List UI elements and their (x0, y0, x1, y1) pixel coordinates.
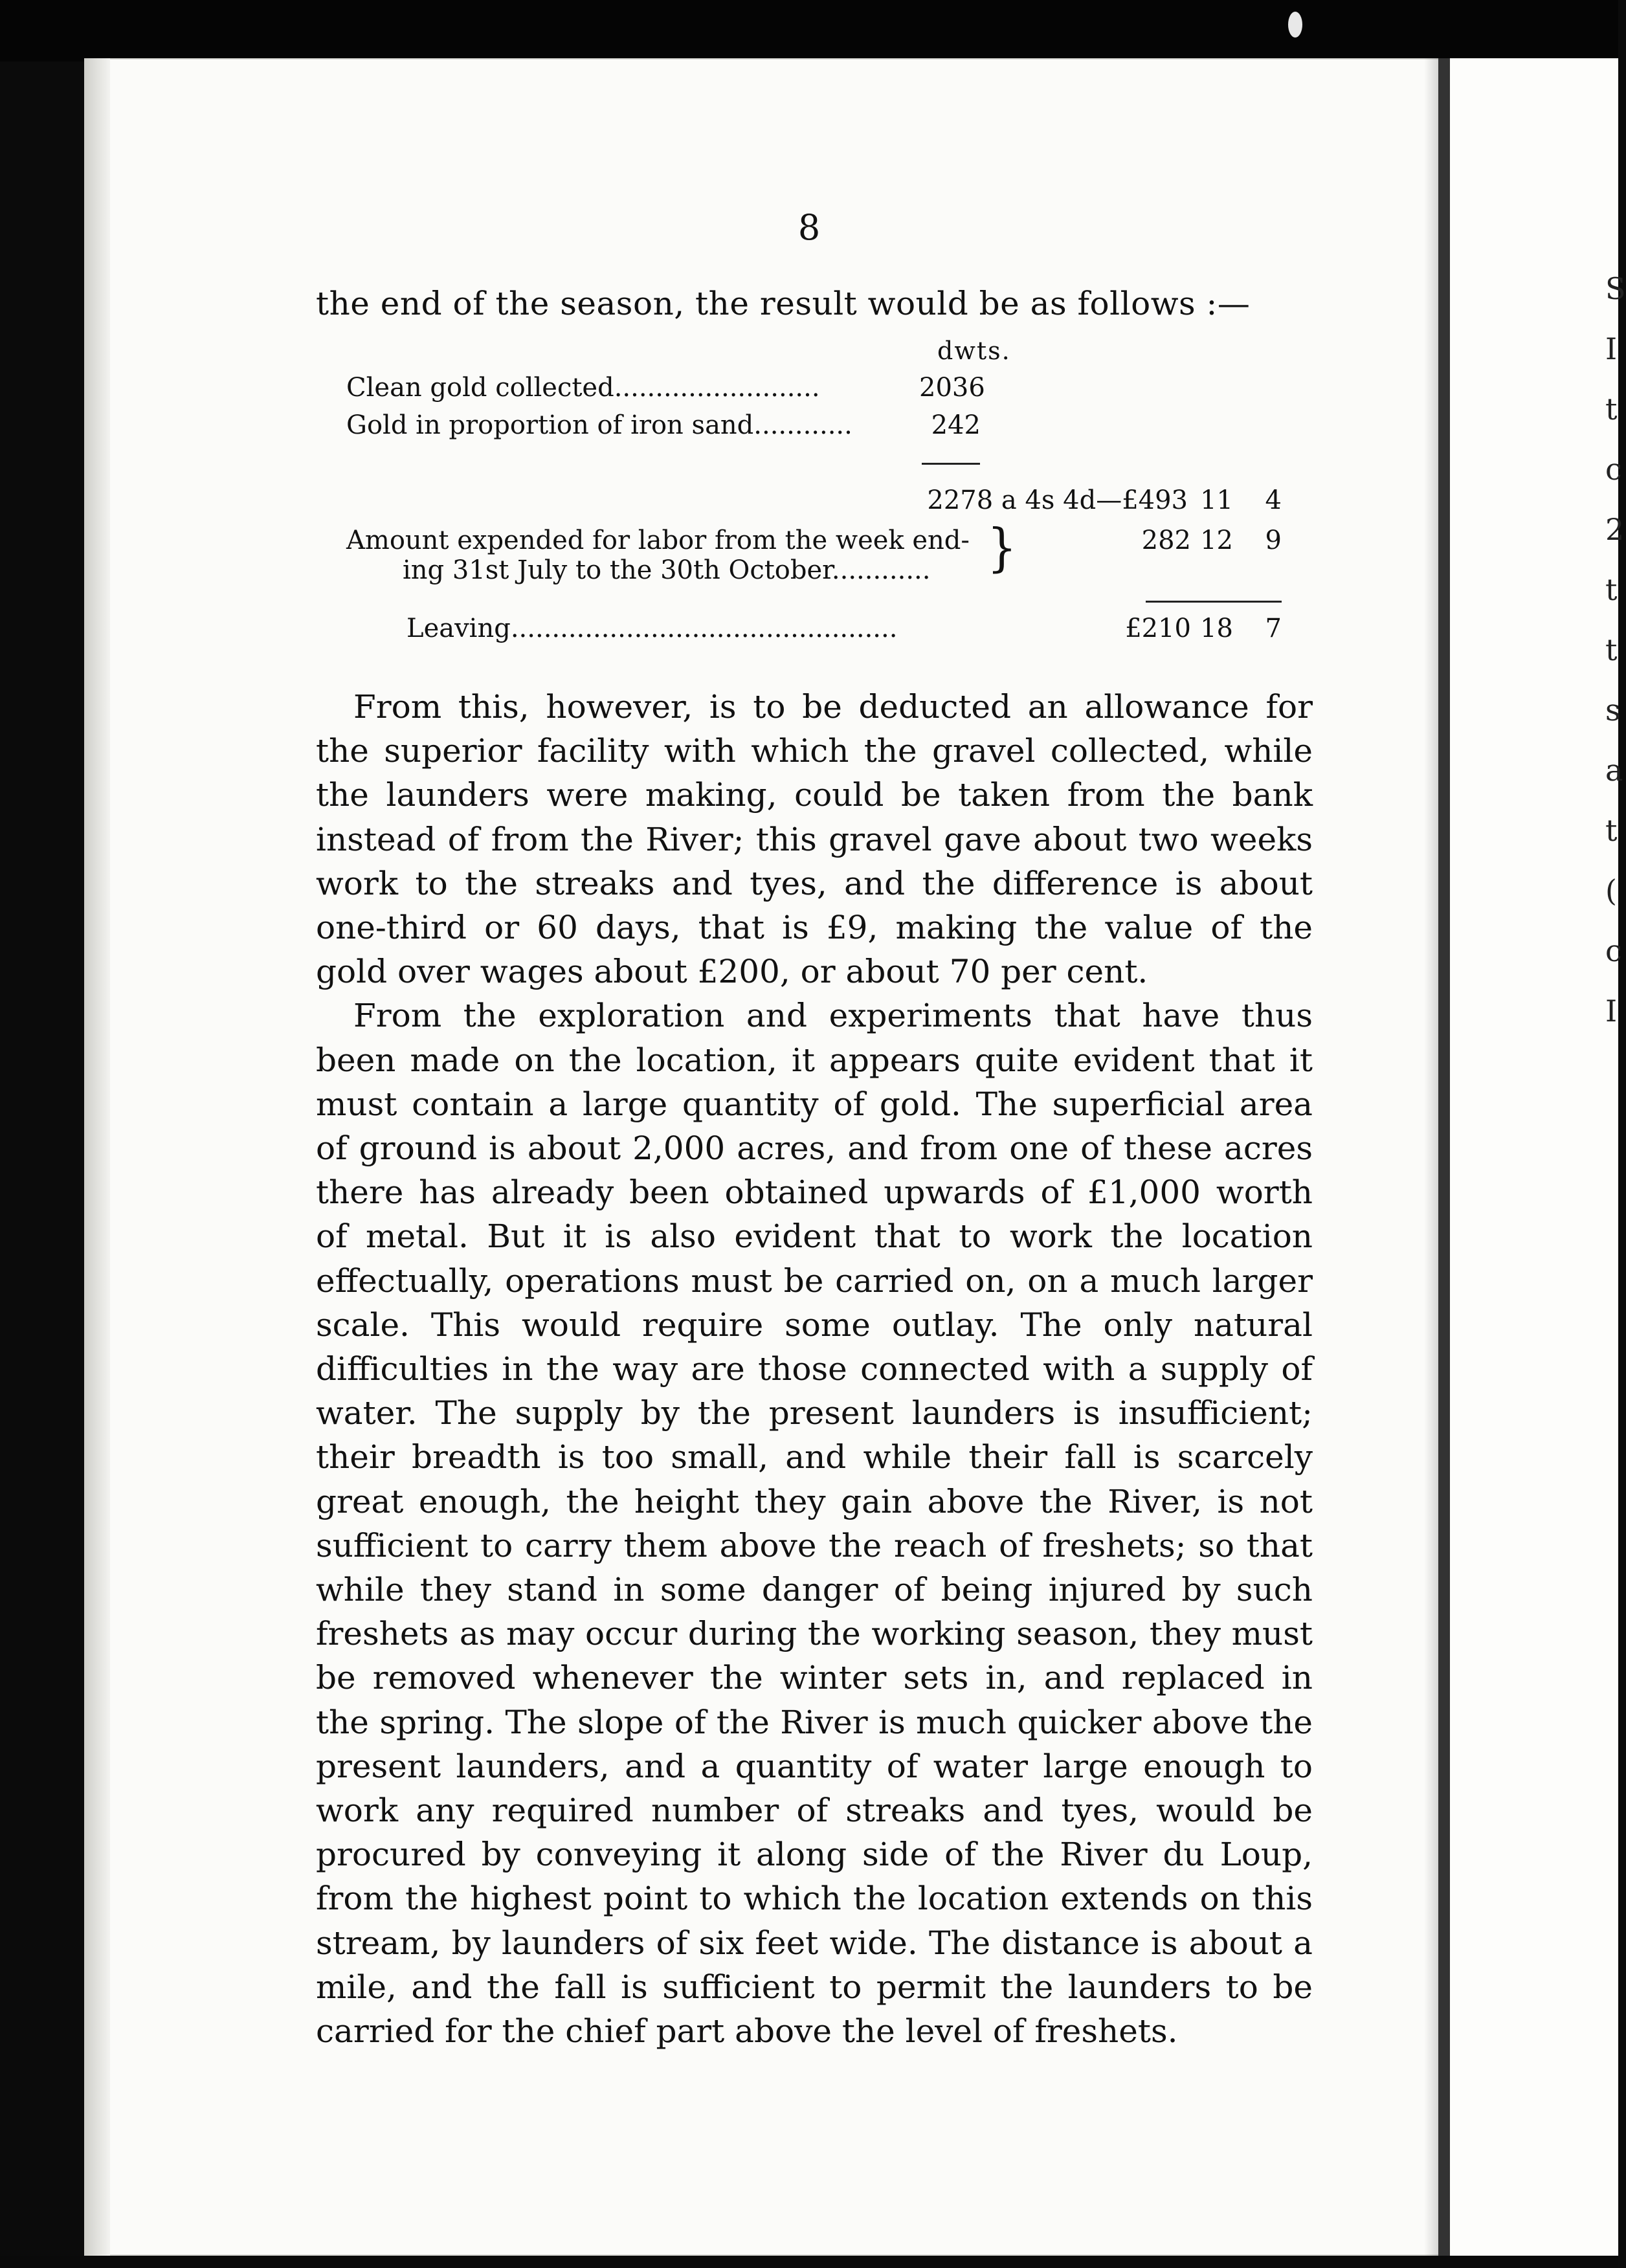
account-row-dwts: 242 (931, 410, 981, 440)
account-row-pence: 9 (1265, 526, 1282, 555)
scan-border-top (0, 0, 1618, 61)
facing-fragment: c (1605, 933, 1622, 968)
facing-fragment: t (1605, 632, 1618, 667)
account-row-shillings: 11 (1200, 485, 1233, 515)
account-row-pounds: £210 (1125, 614, 1191, 643)
facing-fragment: I (1605, 331, 1618, 366)
account-row-pence: 4 (1265, 485, 1282, 515)
account-row-pence: 7 (1265, 614, 1282, 643)
facing-fragment: 2 (1605, 512, 1625, 547)
paragraph: From this, however, is to be deducted an allowance for the superior facility with which the gravel collected, while the launders were making, could be taken from the bank instead of from the River; this gravel gave about two weeks work to the streaks and tyes, and the difference is about one-third or 60 days, that is £9, making the value of the gold over wages about £200, or about 70 per cent. (316, 688, 1313, 991)
scan-speck (1288, 12, 1302, 38)
facing-fragment: a (1605, 753, 1623, 788)
page-number: 8 (797, 207, 821, 248)
account-row-label-line1: Amount expended for labor from the week end- (346, 526, 970, 555)
paragraph: From the exploration and experiments that have thus been made on the location, it appears quite evident that it must contain a large quantity of gold. The superficial area of ground is about 2,000 acres, and from one of these acres there has already been obtained upwards of £1,000 worth of metal. But it is also evident that to work the location effectually, operations must be carried on, on a much larger scale. This would require some outlay. The only natural difficulties in the way are those connected with a supply of water. The supply by the present launders is insufficient; their breadth is too small, and while their fall is scarcely great enough, the height they gain above the River, is not sufficient to carry them above the reach of freshets; so that while they stand in some danger of being injured by such freshets as may occur during the working season, they must be removed whenever the winter sets in, and replaced in the spring. The slope of the River is much quicker above the present launders, and a quantity of water large enough to work any required number of streaks and tyes, would be procured by conveying it along side of the River du Loup, from the highest point to which the location extends on this stream, by launders of six feet wide. The distance is about a mile, and the fall is sufficient to permit the launders to be carried for the chief part above the level of freshets. (316, 997, 1313, 2051)
brace-symbol: } (987, 517, 1017, 578)
sum-rule (1146, 601, 1282, 603)
account-row-label: Leaving............................................... (406, 614, 898, 643)
unit-label: dwts. (937, 337, 1011, 365)
facing-fragment: t (1605, 392, 1618, 427)
account-row-labor (0, 526, 1618, 585)
facing-fragment: S (1605, 271, 1626, 306)
account-row-total-value: 2278 a 4s 4d—£493 (927, 485, 1188, 515)
facing-fragment: ( (1605, 873, 1617, 908)
facing-fragment: s (1605, 693, 1621, 728)
account-row-dwts: 2036 (919, 373, 985, 403)
sum-rule (922, 463, 980, 465)
account-row-total (0, 485, 1618, 524)
account-row-label: Gold in proportion of iron sand............ (346, 410, 852, 440)
account-row-shillings: 12 (1200, 526, 1233, 555)
body-text (316, 685, 1313, 2053)
account-row-shillings: 18 (1200, 614, 1233, 643)
facing-fragment: t (1605, 813, 1618, 848)
facing-fragment: t (1605, 572, 1618, 607)
account-row-label: Clean gold collected......................... (346, 373, 820, 403)
account-row-iron-sand (0, 410, 1618, 449)
account-row-label-line2: ing 31st July to the 30th October............ (403, 555, 931, 585)
facing-fragment: I (1605, 994, 1618, 1028)
account-row-pounds: 282 (1141, 526, 1191, 555)
intro-line: the end of the season, the result would be as follows :— (316, 285, 1251, 322)
facing-fragment: c (1605, 452, 1622, 487)
account-row-leaving (0, 614, 1618, 652)
account-row-clean-gold (0, 373, 1618, 412)
scan-border-bottom (0, 2256, 1618, 2268)
